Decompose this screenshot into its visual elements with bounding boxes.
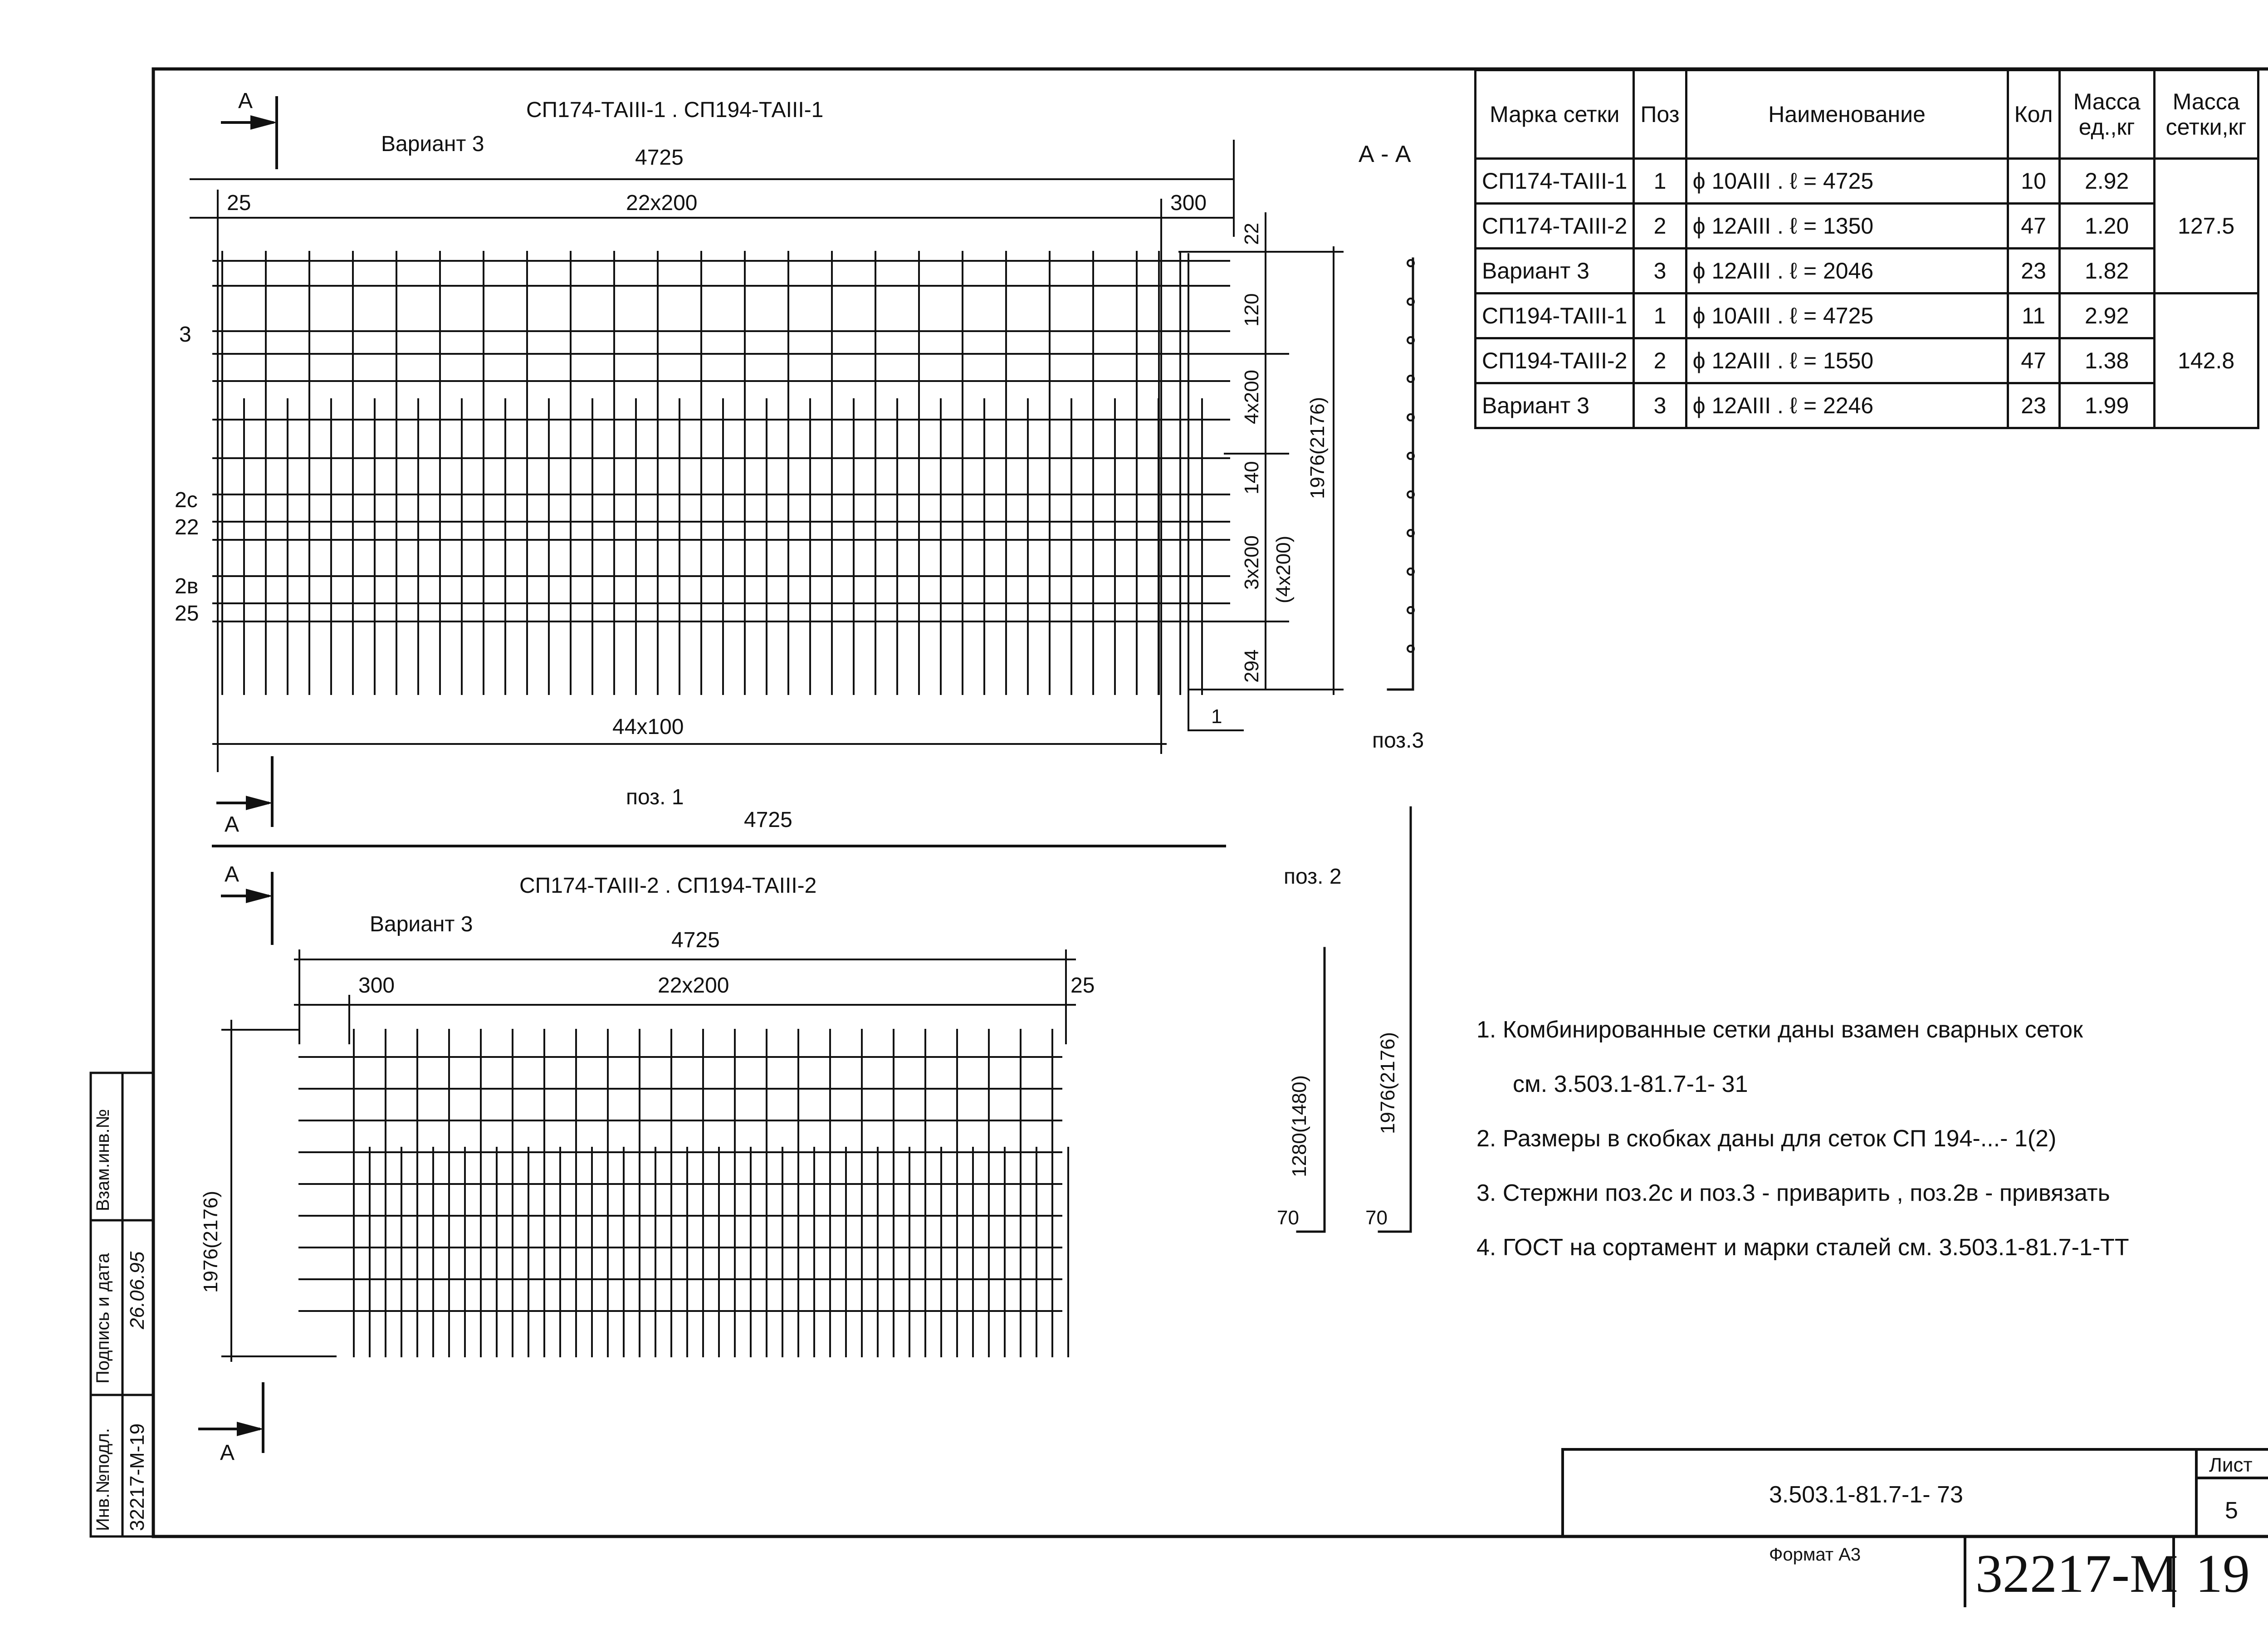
view1-dim-mid: 22х200 <box>626 191 698 215</box>
section-aa-dim-70a: 70 <box>1277 1207 1299 1229</box>
view1-dim-120: 120 <box>1241 293 1263 327</box>
section-mark-top-1: А <box>238 89 253 113</box>
row-name: ϕ 12АIII . ℓ = 2046 <box>1686 249 2008 294</box>
row-mark: СП174-ТАIII-2 <box>1476 204 1634 249</box>
section-aa-pos2: поз. 2 <box>1284 865 1342 889</box>
view1-dim-3x200: 3х200 <box>1241 535 1263 590</box>
table-header-row <box>1476 70 2258 159</box>
dimension-lines-view2 <box>222 950 1075 1361</box>
table-row <box>1476 294 2258 338</box>
row-qty: 23 <box>2008 383 2059 428</box>
section-aa-dim-1280: 1280(1480) <box>1288 1075 1310 1177</box>
row-unit-mass: 1.20 <box>2059 204 2154 249</box>
view1-dim-22: 22 <box>1241 223 1263 245</box>
side-stamp-replace-label: Взам.инв.№ <box>93 1109 113 1211</box>
section-mark-bottom-2: А <box>220 1441 235 1465</box>
mesh-view2-cross-bars <box>354 1030 1068 1356</box>
section-aa-dim-70b: 70 <box>1365 1207 1388 1229</box>
view1-dim-one: 1 <box>1211 705 1222 728</box>
pos1-length: 4725 <box>744 808 792 832</box>
specification-table <box>1474 69 2259 429</box>
row-qty: 23 <box>2008 249 2059 294</box>
view2-title: СП174-ТАIII-2 . СП194-ТАIII-2 <box>519 874 817 898</box>
mesh-view1-cross-bars <box>222 252 1202 694</box>
header-total-mass: Масса сетки,кг <box>2154 70 2258 159</box>
view1-label-2v: 2в <box>175 574 199 598</box>
table-row <box>1476 383 2258 428</box>
archive-code: 32217-М <box>1975 1543 2178 1604</box>
note-1: 1. Комбинированные сетки даны взамен сварных сеток <box>1476 1017 2083 1043</box>
view1-label-22: 22 <box>175 515 199 539</box>
view1-dim-height: 1976(2176) <box>1306 396 1329 499</box>
header-name: Наименование <box>1686 70 2008 159</box>
group-mass: 127.5 <box>2154 159 2258 294</box>
note-2: 2. Размеры в скобках даны для сеток СП 194-...- 1(2) <box>1476 1125 2057 1152</box>
sheet-label: Лист <box>2209 1454 2253 1476</box>
view1-label-2c: 2с <box>175 488 198 512</box>
table-row <box>1476 159 2258 204</box>
row-pos: 1 <box>1634 159 1686 204</box>
row-mark: Вариант 3 <box>1476 249 1634 294</box>
view1-dim-4x200: 4х200 <box>1241 370 1263 424</box>
row-pos: 2 <box>1634 204 1686 249</box>
row-mark: СП174-ТАIII-1 <box>1476 159 1634 204</box>
row-pos: 2 <box>1634 338 1686 383</box>
view1-label-25: 25 <box>175 602 199 626</box>
row-name: ϕ 12АIII . ℓ = 2246 <box>1686 383 2008 428</box>
row-mark: СП194-ТАIII-1 <box>1476 294 1634 338</box>
row-qty: 11 <box>2008 294 2059 338</box>
header-unit-mass: Масса ед.,кг <box>2059 70 2154 159</box>
pos1-label: поз. 1 <box>626 785 684 809</box>
row-unit-mass: 2.92 <box>2059 159 2154 204</box>
mesh-view2-longitudinal-bars <box>299 1057 1061 1311</box>
side-stamp-inv-label: Инв.№подл. <box>93 1428 113 1531</box>
row-pos: 3 <box>1634 383 1686 428</box>
table-row <box>1476 338 2258 383</box>
header-pos: Поз <box>1634 70 1686 159</box>
view1-label-3: 3 <box>179 323 191 347</box>
header-mark: Марка сетки <box>1476 70 1634 159</box>
side-stamp-inv-value: 32217-М-19 <box>126 1423 148 1531</box>
row-qty: 47 <box>2008 338 2059 383</box>
row-name: ϕ 12АIII . ℓ = 1550 <box>1686 338 2008 383</box>
row-unit-mass: 2.92 <box>2059 294 2154 338</box>
doc-code: 3.503.1-81.7-1- 73 <box>1769 1482 1963 1508</box>
row-pos: 3 <box>1634 249 1686 294</box>
mesh-view1-longitudinal-bars <box>213 261 1229 621</box>
view2-dim-total: 4725 <box>671 928 720 952</box>
view1-dim-total: 4725 <box>635 146 684 170</box>
view1-title: СП174-ТАIII-1 . СП194-ТАIII-1 <box>526 98 824 122</box>
view2-dim-right: 25 <box>1070 974 1095 998</box>
section-aa-title: А - А <box>1359 141 1411 167</box>
section-aa-pos3: поз.3 <box>1372 729 1424 753</box>
table-row <box>1476 249 2258 294</box>
view2-dim-height: 1976(2176) <box>200 1190 222 1293</box>
table-row <box>1476 204 2258 249</box>
header-qty: Кол <box>2008 70 2059 159</box>
row-name: ϕ 10АIII . ℓ = 4725 <box>1686 294 2008 338</box>
row-name: ϕ 12АIII . ℓ = 1350 <box>1686 204 2008 249</box>
row-unit-mass: 1.38 <box>2059 338 2154 383</box>
view1-dim-294: 294 <box>1241 649 1263 683</box>
row-unit-mass: 1.82 <box>2059 249 2154 294</box>
view1-variant: Вариант 3 <box>381 132 484 156</box>
section-mark-bottom-1: А <box>225 812 240 837</box>
view1-dim-4x200b: (4х200) <box>1272 535 1295 603</box>
view2-variant: Вариант 3 <box>370 912 473 936</box>
note-1-ref: см. 3.503.1-81.7-1- 31 <box>1513 1071 1748 1097</box>
view1-dim-right: 300 <box>1170 191 1207 215</box>
row-pos: 1 <box>1634 294 1686 338</box>
format-label: Формат А3 <box>1769 1545 1861 1565</box>
side-stamp-sign-label: Подпись и дата <box>93 1253 113 1384</box>
row-qty: 10 <box>2008 159 2059 204</box>
archive-sheet: 19 <box>2195 1543 2250 1604</box>
note-4: 4. ГОСТ на сортамент и марки сталей см. 3.503.1-81.7-1-ТТ <box>1476 1234 2129 1261</box>
view1-dim-left: 25 <box>227 191 251 215</box>
view2-dim-left: 300 <box>358 974 395 998</box>
view1-dim-140: 140 <box>1241 461 1263 494</box>
view1-dim-bottom: 44х100 <box>612 715 684 739</box>
section-mark-top-2: А <box>225 862 240 886</box>
side-stamp-sign-date: 26.06.95 <box>126 1251 148 1329</box>
sheet-number: 5 <box>2225 1497 2238 1524</box>
row-mark: СП194-ТАIII-2 <box>1476 338 1634 383</box>
row-qty: 47 <box>2008 204 2059 249</box>
row-unit-mass: 1.99 <box>2059 383 2154 428</box>
view2-dim-mid: 22х200 <box>658 974 729 998</box>
row-mark: Вариант 3 <box>1476 383 1634 428</box>
group-mass: 142.8 <box>2154 294 2258 428</box>
section-cut-marks-view2 <box>200 873 272 1452</box>
section-aa-dim-1976: 1976(2176) <box>1377 1032 1399 1134</box>
note-3: 3. Стержни поз.2с и поз.3 - приварить , поз.2в - привязать <box>1476 1180 2110 1206</box>
row-name: ϕ 10АIII . ℓ = 4725 <box>1686 159 2008 204</box>
